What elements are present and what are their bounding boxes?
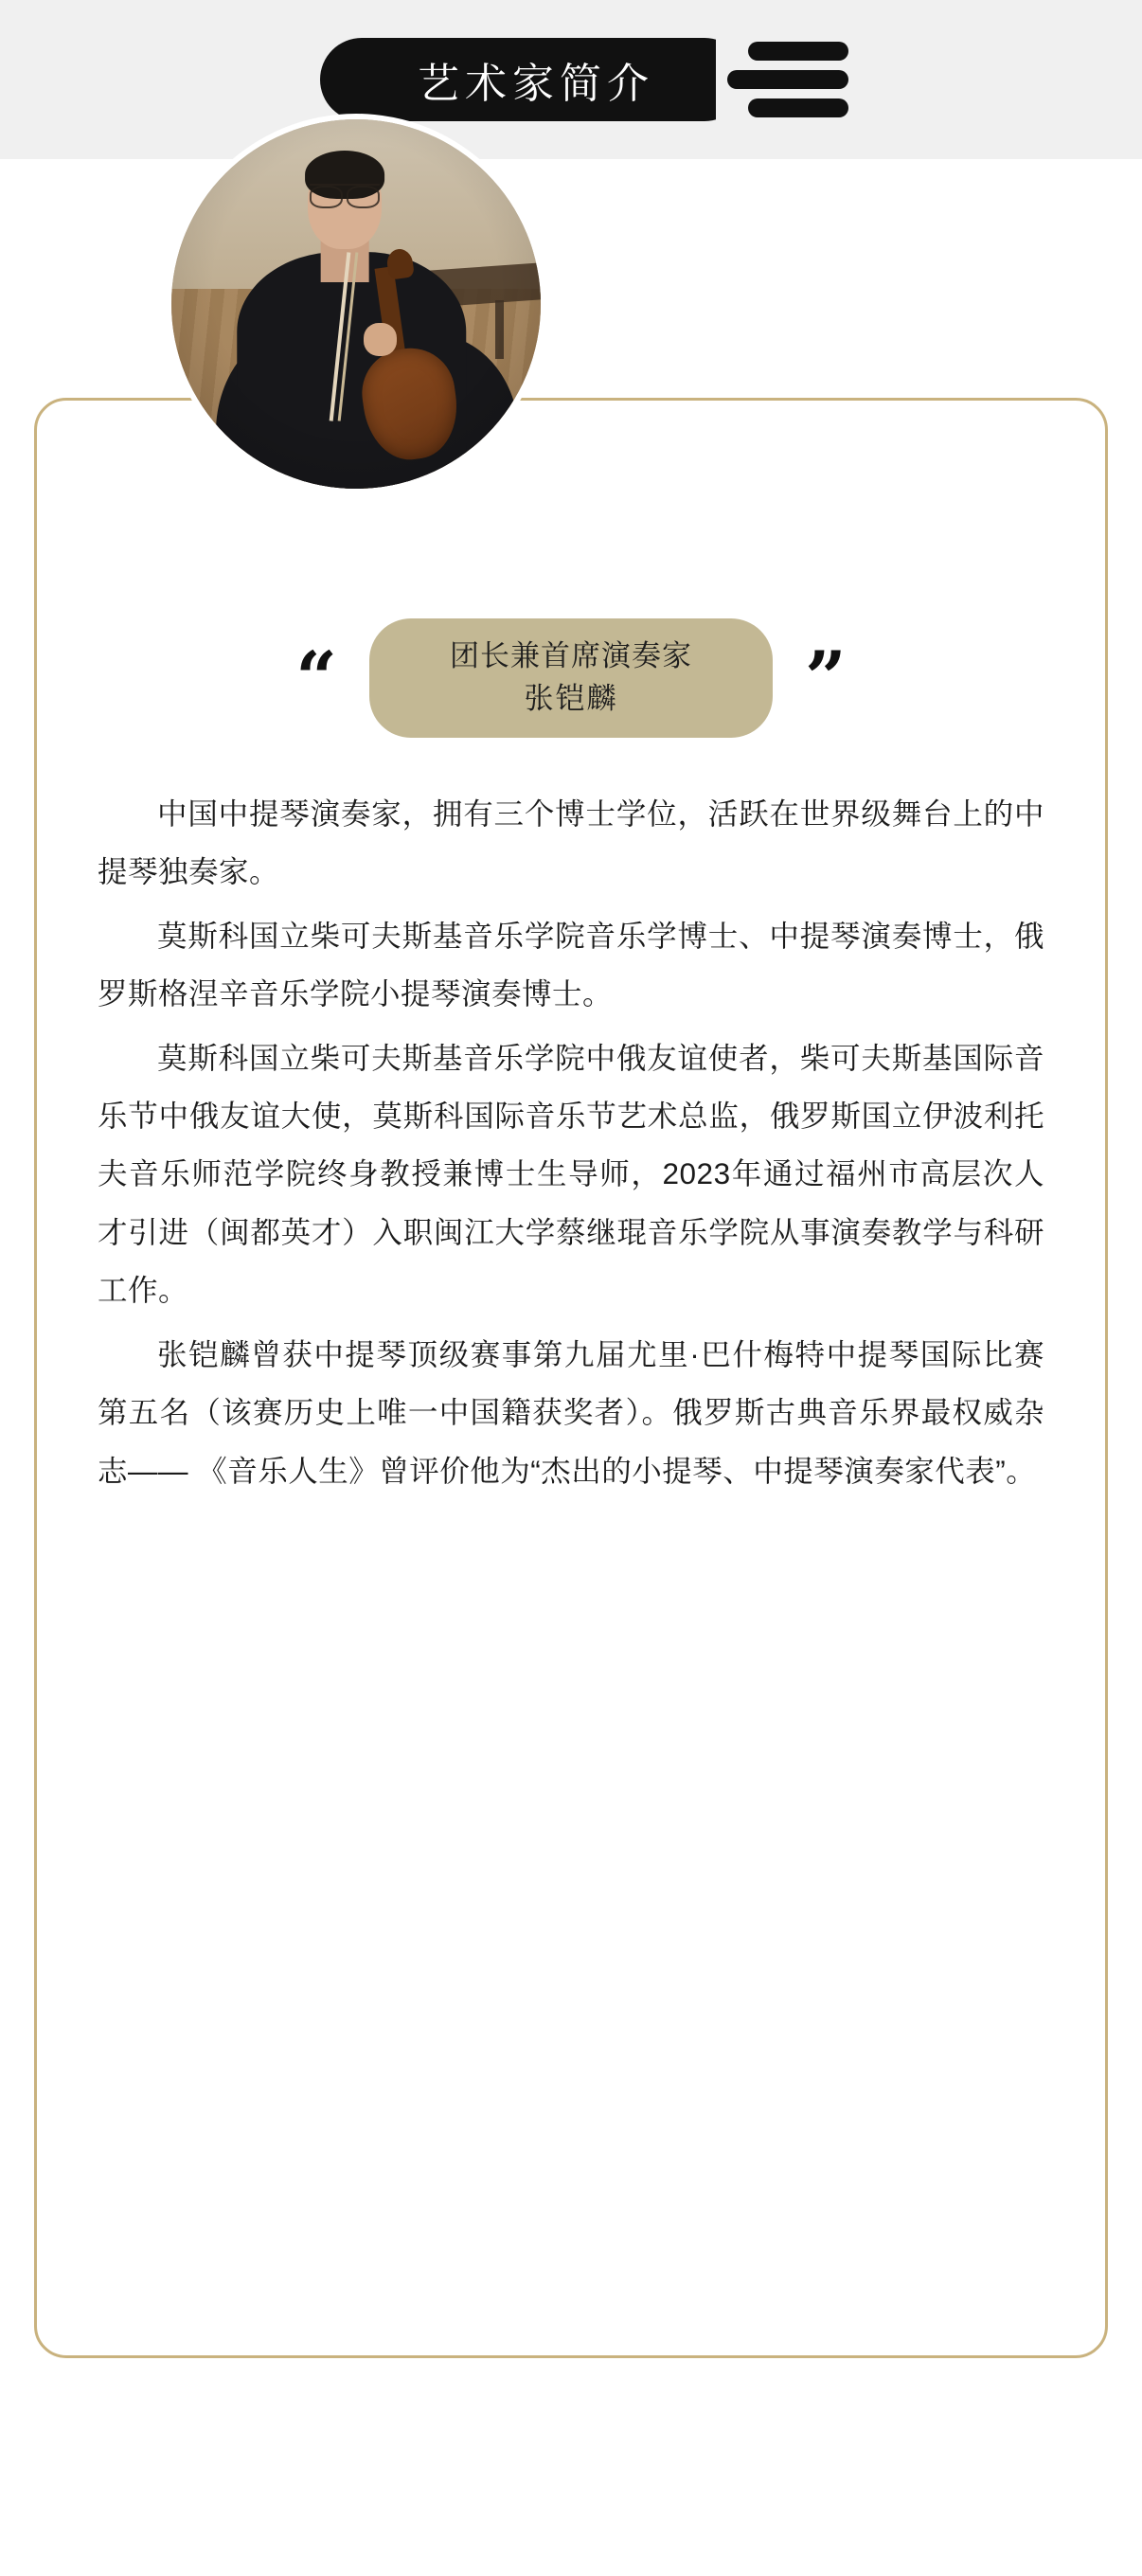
biography-text [98, 785, 1044, 1500]
artist-portrait [171, 119, 541, 489]
quote-open-icon: “ [295, 635, 337, 721]
header-dash-1 [748, 42, 848, 61]
artist-name-pill [369, 618, 773, 738]
bio-paragraph-2: 莫斯科国立柴可夫斯基音乐学院音乐学博士、中提琴演奏博士，俄罗斯格涅辛音乐学院小提琴演奏博士。 [98, 918, 1044, 1011]
header-title-pill [320, 38, 746, 121]
profile-card [34, 398, 1108, 2358]
quote-row [98, 618, 1044, 738]
artist-role: 团长兼首席演奏家 [450, 639, 692, 672]
bio-paragraph-3: 莫斯科国立柴可夫斯基音乐学院中俄友谊使者，柴可夫斯基国际音乐节中俄友谊大使，莫斯科国际音乐节艺术总监，俄罗斯国立伊波利托夫音乐师范学院终身教授兼博士生导师，2023年通过福州市高层次人才引进（闽都英才）入职闽江大学蔡继琨音乐学院从事演奏教学与科研工作。 [98, 1040, 1044, 1308]
header-dash-3 [748, 98, 848, 117]
portrait-photo [171, 119, 541, 489]
page-title: 艺术家简介 [418, 61, 654, 107]
quote-close-icon: ” [805, 635, 847, 721]
bio-paragraph-1: 中国中提琴演奏家，拥有三个博士学位，活跃在世界级舞台上的中提琴独奏家。 [98, 796, 1044, 889]
photo-vignette [171, 119, 541, 489]
bio-paragraph-4: 张铠麟曾获中提琴顶级赛事第九届尤里·巴什梅特中提琴国际比赛第五名（该赛历史上唯一中国籍获奖者）。俄罗斯古典音乐界最权威杂志—— 《音乐人生》曾评价他为“杰出的小提琴、中提琴演奏家代表”。 [98, 1336, 1044, 1488]
header-dash-2 [727, 70, 848, 89]
artist-name: 张铠麟 [524, 681, 618, 715]
